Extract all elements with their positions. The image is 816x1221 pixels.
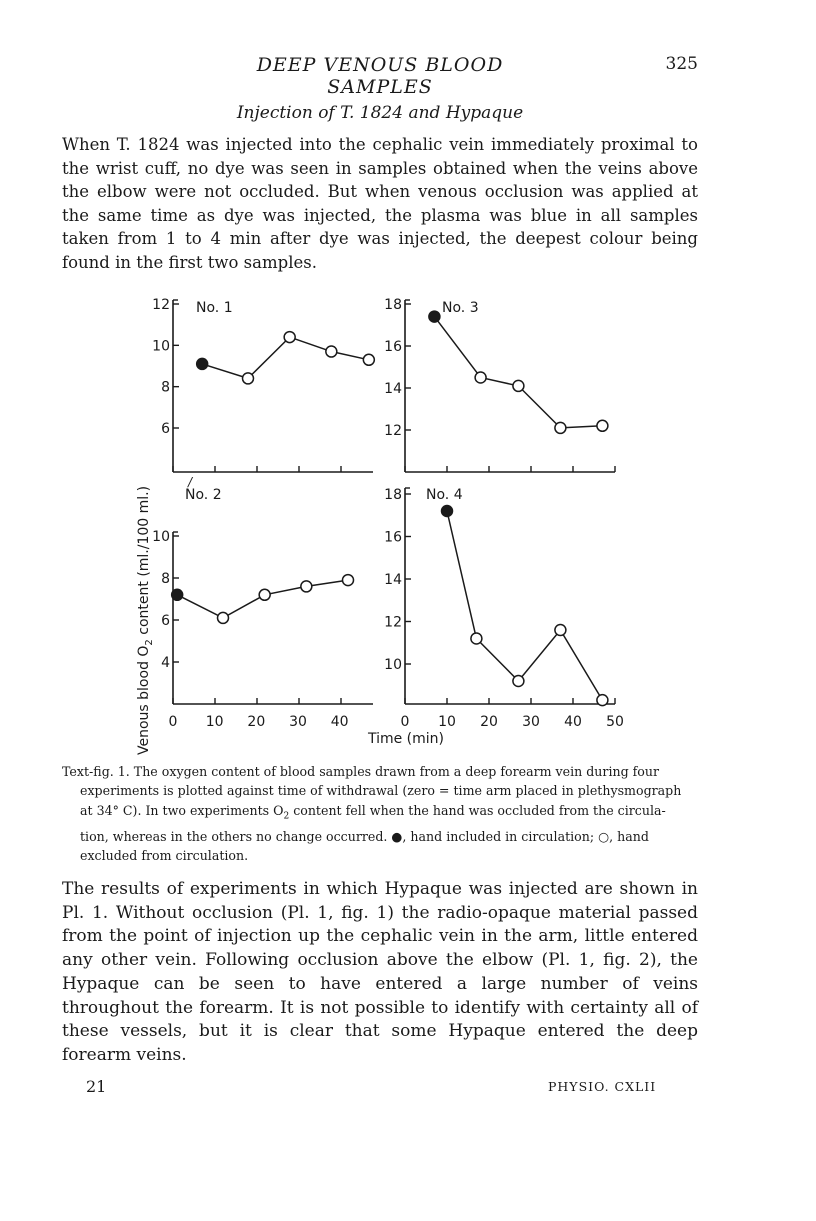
open-circle-symbol: ○ (598, 828, 610, 844)
page-header (62, 54, 698, 98)
panel-title: No. 1 (196, 300, 233, 316)
x-tick-label: 40 (330, 714, 349, 730)
chart-panel-4 (384, 487, 624, 730)
caption-line-2: experiments is plotted against time of withdrawal (zero = time arm placed in plethysmograph (80, 783, 682, 799)
data-point-open (555, 625, 566, 636)
x-axis-label: Time (min) (367, 731, 445, 747)
y-tick-label: 4 (161, 655, 170, 671)
y-axis-label: Venous blood $O_2$ content (ml./100 ml.) (136, 485, 155, 755)
x-tick-label: 10 (205, 714, 224, 730)
x-tick-label: 30 (522, 714, 540, 730)
x-tick-label: 0 (400, 714, 410, 730)
data-point-open (259, 589, 270, 600)
data-point-open (284, 332, 295, 343)
y-tick-label: 6 (161, 613, 170, 629)
y-tick-label: 8 (161, 571, 170, 587)
y-tick-label: 6 (161, 421, 170, 437)
series-line (447, 511, 602, 700)
y-tick-label: 12 (384, 614, 402, 631)
data-point-open (343, 575, 354, 586)
chart-panel-3 (384, 297, 615, 472)
y-tick-label: 12 (384, 423, 402, 439)
y-tick-label: 14 (384, 572, 402, 588)
y-tick-label: 8 (161, 379, 170, 396)
data-point-open (597, 420, 608, 431)
panel-title: No. 3 (442, 300, 479, 316)
x-tick-label: 0 (168, 714, 178, 730)
paragraph-2: The results of experiments in which Hypaque was injected are shown in Pl. 1. Without occlusion (Pl. 1, fig. 1) the radio-opaque material passed from the point of injection up the cephalic vein in the arm, little entered any other vein. Following occlusion above the elbow (Pl. 1, fig. 2), the Hypaque can be seen to have entered a large number of veins throughout the forearm. It is not possible to identify with certainty all of these vessels, but it is clear that some Hypaque entered the deep forearm veins. (62, 879, 698, 1065)
data-point-open (471, 633, 482, 644)
caption-line-3: at 34° C). In two experiments $O_2$ content fell when the hand was occluded from the circula- (80, 802, 666, 822)
panel-title: No. 4 (426, 487, 463, 503)
caption-lead: Text-fig. 1. (62, 764, 130, 779)
series-line (434, 317, 602, 428)
x-tick-label: 30 (289, 714, 307, 730)
data-point-open (218, 612, 229, 623)
running-title: DEEP VENOUS BLOOD SAMPLES (256, 54, 504, 98)
footer-signature: 21 (86, 1077, 107, 1096)
caption-line-4: tion, whereas in the others no change occurred. ●, hand included in circulation; ○, hand (80, 828, 649, 844)
y-tick-label: 10 (384, 657, 402, 673)
x-tick-label: 40 (564, 714, 582, 730)
data-point-open (475, 372, 486, 383)
y-tick-label: 16 (384, 529, 402, 546)
filled-circle-symbol: ● (391, 828, 403, 844)
chart-panel-2 (152, 487, 373, 730)
data-point-filled (197, 358, 208, 369)
chart-panel-1 (152, 297, 374, 472)
figure-caption (62, 762, 694, 866)
section-heading: Injection of T. 1824 and Hypaque (236, 103, 524, 123)
data-point-open (301, 581, 312, 592)
data-point-open (513, 380, 524, 391)
footer-journal: PHYSIO. CXLII (548, 1079, 657, 1094)
data-point-open (597, 695, 608, 706)
x-tick-label: 20 (480, 714, 498, 730)
y-tick-label: 10 (152, 338, 170, 355)
y-tick-label: 14 (384, 381, 402, 397)
caption-line-5: excluded from circulation. (80, 848, 249, 864)
x-tick-label: 20 (247, 714, 266, 730)
text-figure-1 (0, 290, 816, 760)
x-tick-label: 50 (606, 714, 624, 730)
y-tick-label: 10 (152, 529, 170, 545)
data-point-open (513, 676, 524, 687)
data-point-filled (442, 506, 453, 517)
y-tick-label: 16 (384, 339, 402, 355)
panel-title: No. 2 (185, 487, 222, 503)
y-tick-label: 12 (152, 297, 170, 313)
data-point-filled (429, 311, 440, 322)
data-point-open (243, 373, 254, 384)
data-point-open (326, 346, 337, 357)
y-tick-label: 18 (384, 297, 402, 313)
x-tick-label: 10 (438, 714, 456, 730)
series-line (202, 337, 369, 378)
data-point-filled (172, 589, 183, 600)
axis-break-mark: / (188, 475, 193, 489)
data-point-open (363, 354, 374, 365)
paragraph-1: When T. 1824 was injected into the cephalic vein immediately proximal to the wrist cuff, no dye was seen in samples obtained when the veins above the elbow were not occluded. But when venous occlusion was applied at the same time as dye was injected, the plasma was blue in all samples taken from 1 to 4 min after dye was injected, the deepest colour being found in the first two samples. (62, 135, 698, 272)
caption-line-1: Text-fig. 1. The oxygen content of blood samples drawn from a deep forearm vein during four (62, 764, 660, 779)
data-point-open (555, 422, 566, 433)
y-tick-label: 18 (384, 487, 402, 503)
page-number: 325 (665, 54, 698, 74)
